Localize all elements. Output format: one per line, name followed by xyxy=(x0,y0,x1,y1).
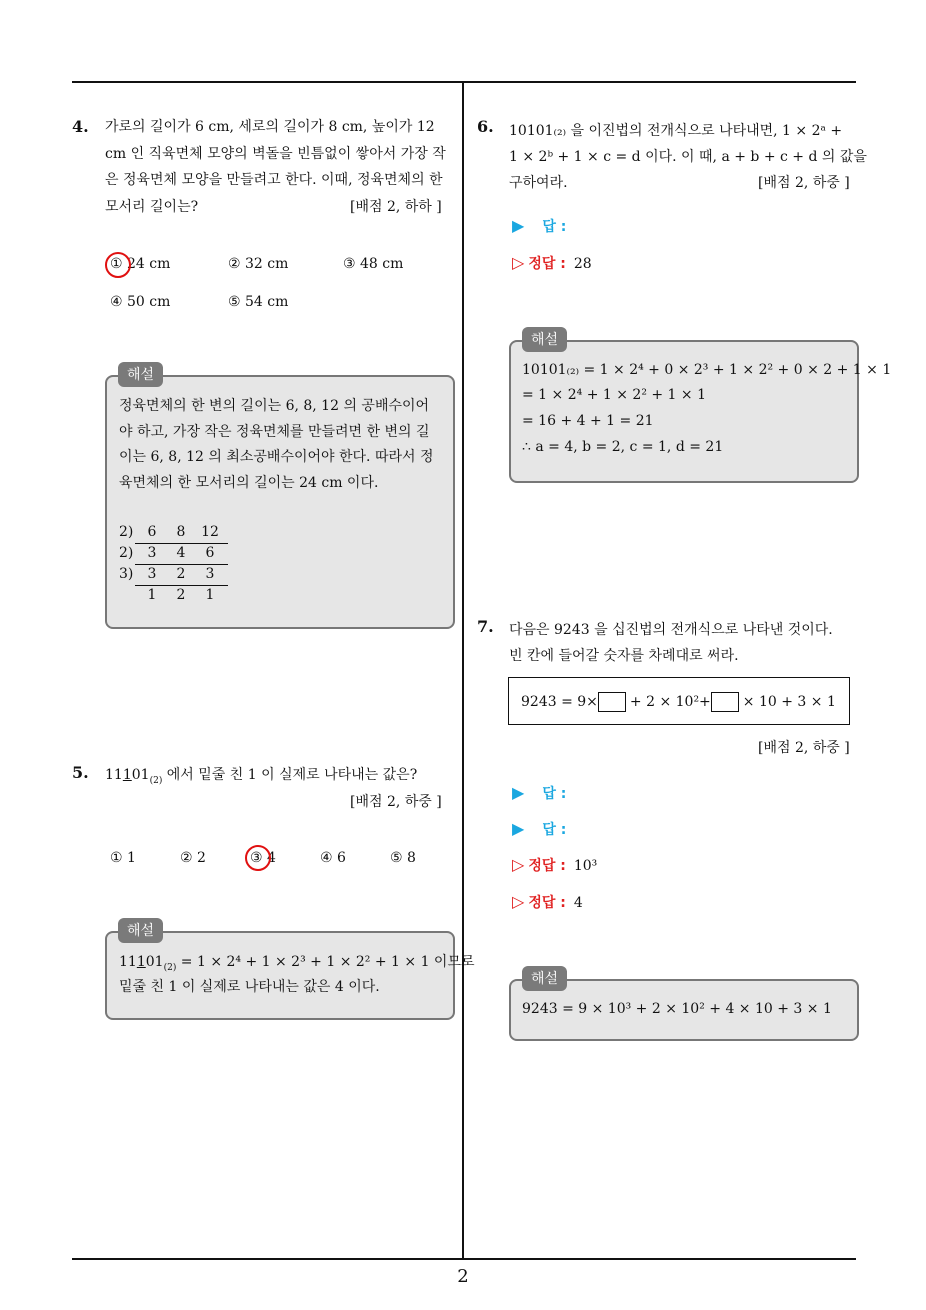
question-4-score: [배점 2, 하하 ] xyxy=(350,199,442,215)
division-cell: 12 xyxy=(201,524,219,540)
question-6-score: [배점 2, 하중 ] xyxy=(758,175,850,191)
q7-formula-part-a: 9243 = 9× xyxy=(521,694,598,710)
q5-choice-5[interactable]: ⑤ 8 xyxy=(390,850,416,866)
play-arrow-icon: ▶ xyxy=(512,819,525,838)
question-7-score: [배점 2, 하중 ] xyxy=(758,740,850,756)
q5-sol-underlined: 1 xyxy=(136,954,146,970)
q5-text-post: 01 xyxy=(131,767,150,783)
q4-division-table xyxy=(119,524,239,604)
question-7-line2: 빈 칸에 들어갈 숫자를 차례대로 써라. xyxy=(509,648,739,664)
q6-correct-label: 정답 : xyxy=(528,256,566,272)
selected-answer-circle xyxy=(245,845,271,871)
q6-solution-line: = 16 + 4 + 1 = 21 xyxy=(522,413,654,429)
q5-sol-pre: 11 xyxy=(119,954,137,970)
division-cell: 1 xyxy=(147,587,157,603)
division-cell: 3 xyxy=(205,566,215,582)
play-arrow-icon: ▶ xyxy=(512,783,525,802)
q5-text-underlined: 1 xyxy=(122,767,132,783)
question-7-line1: 다음은 9243 을 십진법의 전개식으로 나타낸 것이다. xyxy=(509,622,833,638)
q6-solution-line: 10101₍₂₎ = 1 × 2⁴ + 0 × 2³ + 1 × 2² + 0 × 2 + 1 × 1 xyxy=(522,362,892,378)
q5-sol-rest: = 1 × 2⁴ + 1 × 2³ + 1 × 2² + 1 × 1 이므로 xyxy=(176,954,475,970)
q5-choice-3[interactable]: ③ 4 xyxy=(250,850,276,866)
q7-solution-tag: 해설 xyxy=(522,966,567,991)
division-cell: 3 xyxy=(147,545,157,561)
division-cell: 6 xyxy=(147,524,157,540)
q5-sol-post: 01 xyxy=(145,954,164,970)
q7-answer-row-1 xyxy=(512,783,566,803)
question-5-number: 5. xyxy=(72,763,89,782)
q5-solution-line2: 밑줄 친 1 이 실제로 나타내는 값은 4 이다. xyxy=(119,979,380,995)
q5-choice-4[interactable]: ④ 6 xyxy=(320,850,346,866)
q7-blank-2[interactable] xyxy=(711,692,739,712)
q7-blank-1[interactable] xyxy=(598,692,626,712)
q7-formula-part-c: × 10 + 3 × 1 xyxy=(742,694,836,710)
q6-solution-line: = 1 × 2⁴ + 1 × 2² + 1 × 1 xyxy=(522,387,707,403)
division-cell: 3 xyxy=(147,566,157,582)
q6-solution-tag: 해설 xyxy=(522,327,567,352)
q4-choice-1[interactable]: ① 24 cm xyxy=(110,256,171,272)
divisor: 2) xyxy=(119,545,134,561)
q5-text-pre: 11 xyxy=(105,767,123,783)
q4-solution-text: 정육면체의 한 변의 길이는 6, 8, 12 의 공배수이어야 하고, 가장 작은 정육면체를 만들려면 한 변의 길이는 6, 8, 12 의 최소공배수이어야 한다. 따라서 정육면체의 한 모서리의 길이는 24 cm 이다. xyxy=(119,398,434,491)
question-4-number: 4. xyxy=(72,117,89,136)
division-cell: 4 xyxy=(176,545,186,561)
q6-correct-value: 28 xyxy=(573,256,592,272)
q7-formula xyxy=(521,692,836,712)
q7-correct-label: 정답 : xyxy=(528,895,566,911)
question-7-number: 7. xyxy=(477,617,494,636)
question-4-text: 가로의 길이가 6 cm, 세로의 길이가 8 cm, 높이가 12 cm 인 직육면체 모양의 벽돌을 빈틈없이 쌓아서 가장 작은 정육면체 모양을 만들려고 한다. 이때, 정육면체의 한 모서리 길이는? xyxy=(105,119,446,215)
division-line xyxy=(135,585,228,586)
outline-arrow-icon: ▷ xyxy=(512,253,525,272)
question-6-line1: 10101₍₂₎ 을 이진법의 전개식으로 나타내면, 1 × 2ᵃ + xyxy=(509,123,843,139)
q7-correct-row-2 xyxy=(512,892,583,912)
q7-correct-label: 정답 : xyxy=(528,858,566,874)
q5-text-rest: 에서 밑줄 친 1 이 실제로 나타내는 값은? xyxy=(162,767,418,783)
bottom-rule xyxy=(72,1258,856,1260)
division-cell: 2 xyxy=(176,587,186,603)
q4-choice-2[interactable]: ② 32 cm xyxy=(228,256,289,272)
divisor: 2) xyxy=(119,524,134,540)
outline-arrow-icon: ▷ xyxy=(512,855,525,874)
q4-solution-tag: 해설 xyxy=(118,362,163,387)
q4-choice-3[interactable]: ③ 48 cm xyxy=(343,256,404,272)
selected-answer-circle xyxy=(105,252,131,278)
question-5-score: [배점 2, 하중 ] xyxy=(350,794,442,810)
q7-answer-label: 답 : xyxy=(542,822,567,838)
division-cell: 8 xyxy=(176,524,186,540)
q5-choice-1[interactable]: ① 1 xyxy=(110,850,136,866)
q5-choice-2[interactable]: ② 2 xyxy=(180,850,206,866)
question-5-text xyxy=(105,764,417,786)
q6-solution-line: ∴ a = 4, b = 2, c = 1, d = 21 xyxy=(522,439,724,455)
q6-correct-row xyxy=(512,253,592,273)
q7-correct-value: 10³ xyxy=(573,858,598,874)
division-cell: 2 xyxy=(176,566,186,582)
q4-choice-4[interactable]: ④ 50 cm xyxy=(110,294,171,310)
division-cell: 1 xyxy=(205,587,215,603)
q7-answer-label: 답 : xyxy=(542,786,567,802)
q6-answer-row xyxy=(512,216,566,236)
q7-correct-row-1 xyxy=(512,855,597,875)
column-divider xyxy=(462,82,464,1260)
question-6-line3: 구하여라. xyxy=(509,175,568,191)
q6-answer-label: 답 : xyxy=(542,219,567,235)
q7-correct-value: 4 xyxy=(573,895,583,911)
q7-solution-line: 9243 = 9 × 10³ + 2 × 10² + 4 × 10 + 3 × 1 xyxy=(522,1001,832,1017)
division-line xyxy=(135,543,228,544)
outline-arrow-icon: ▷ xyxy=(512,892,525,911)
division-cell: 6 xyxy=(205,545,215,561)
q5-sol-sub: (2) xyxy=(163,962,177,973)
q7-formula-part-b: + 2 × 10²+ xyxy=(629,694,711,710)
question-6-line2: 1 × 2ᵇ + 1 × c = d 이다. 이 때, a + b + c + d 의 값을 xyxy=(509,149,867,165)
play-arrow-icon: ▶ xyxy=(512,216,525,235)
divisor: 3) xyxy=(119,566,134,582)
q4-choice-5[interactable]: ⑤ 54 cm xyxy=(228,294,289,310)
q5-text-sub: (2) xyxy=(149,775,163,786)
question-6-number: 6. xyxy=(477,117,494,136)
page-number: 2 xyxy=(457,1266,469,1287)
top-rule xyxy=(72,81,856,83)
q7-answer-row-2 xyxy=(512,819,566,839)
division-line xyxy=(135,564,228,565)
q5-solution-tag: 해설 xyxy=(118,918,163,943)
